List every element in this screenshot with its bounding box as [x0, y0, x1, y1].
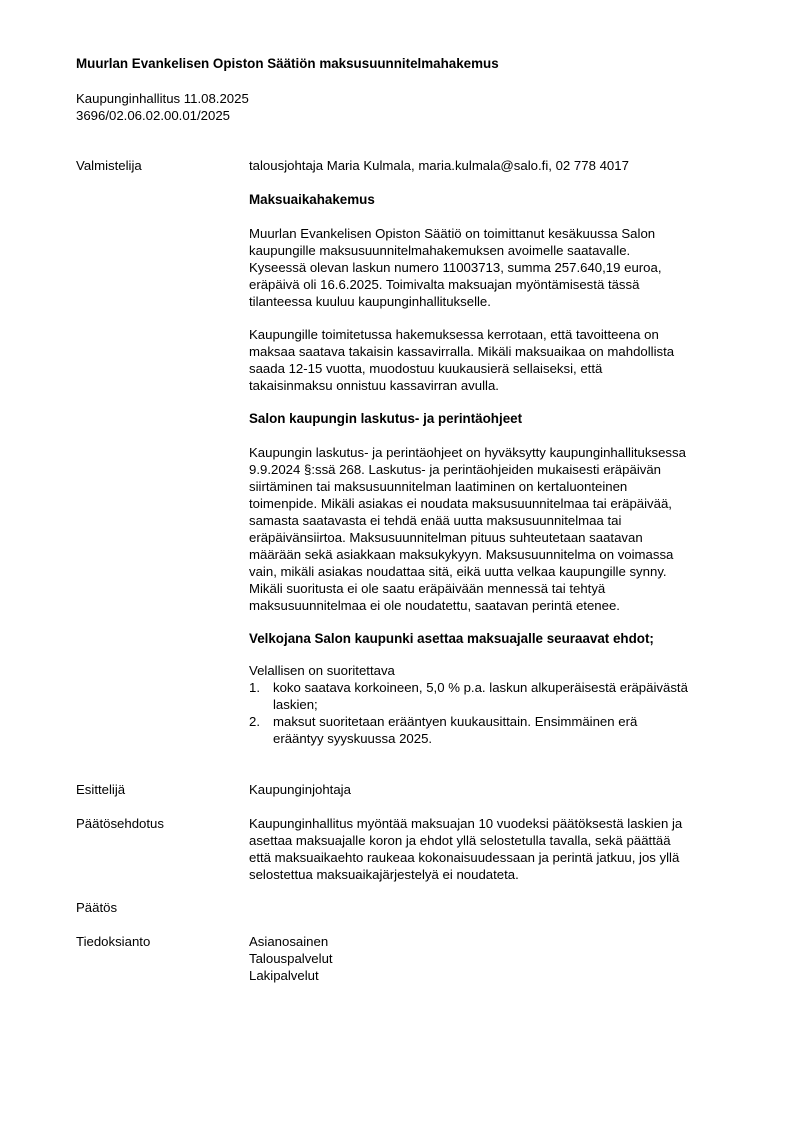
section-perintaohjeet [249, 410, 737, 427]
recipient: Lakipalvelut [249, 968, 319, 983]
presenter-value-block [249, 781, 737, 798]
text-line: asettaa maksuajalle koron ja ehdot yllä selostetulla tavalla, sekä päättää [249, 833, 671, 848]
text-line: maksusuunnitelmaa ei ole noudatettu, saatavan perintä etenee. [249, 598, 620, 613]
text-line: vain, mikäli asiakas noudattaa sitä, eikä uutta velkaa kaupungille synny. [249, 564, 667, 579]
list-line: erääntyy syyskuussa 2025. [273, 731, 433, 746]
text-line: saada 12-15 vuotta, muodostuu kuukausierä sellaiseksi, että [249, 361, 603, 376]
text-line: tilanteessa kuuluu kaupunginhallitukselle. [249, 294, 491, 309]
notification-recipients [249, 933, 737, 984]
text-line: 9.9.2024 §:ssä 268. Laskutus- ja perintäohjeiden mukaisesti eräpäivän [249, 462, 662, 477]
list-number: 2. [249, 714, 260, 729]
notification-label: Tiedoksianto [76, 934, 151, 949]
text-line: Kaupungille toimitetussa hakemuksessa kerrotaan, että tavoitteena on [249, 327, 659, 342]
section2-paragraph [249, 444, 737, 614]
text-line: eräpäivänsiirtoa. Maksusuunnitelman pituus suhteutetaan saatavan [249, 530, 643, 545]
preparer-label: Valmistelija [76, 158, 142, 173]
recipient: Talouspalvelut [249, 951, 333, 966]
text-line: eräpäivä oli 16.6.2025. Toimivalta maksuajan myöntämisestä tässä [249, 277, 640, 292]
text-line: Kaupungin laskutus- ja perintäohjeet on hyväksytty kaupunginhallituksessa [249, 445, 686, 460]
meeting-line: Kaupunginhallitus 11.08.2025 [76, 91, 249, 106]
section1-paragraph-2 [249, 326, 737, 394]
text-line: Kyseessä olevan laskun numero 11003713, summa 257.640,19 euroa, [249, 260, 662, 275]
list-item [249, 713, 737, 747]
section-heading: Velkojana Salon kaupunki asettaa maksuajalle seuraavat ehdot; [249, 631, 654, 646]
decision-label: Päätös [76, 900, 118, 915]
list-line: laskien; [273, 697, 318, 712]
recipient: Asianosainen [249, 934, 329, 949]
list-item [249, 679, 737, 713]
text-line: siirtäminen tai maksusuunnitelman laatiminen on kertaluonteinen [249, 479, 628, 494]
text-line: toimenpide. Mikäli asiakas ei noudata maksusuunnitelmaa tai eräpäivää, [249, 496, 672, 511]
text-line: määrään sekä asiakkaan maksukykyyn. Maksusuunnitelma on voimassa [249, 547, 674, 562]
section-ehdot [249, 630, 737, 647]
preparer-value-block [249, 157, 737, 174]
list-number: 1. [249, 680, 260, 695]
list-line: koko saatava korkoineen, 5,0 % p.a. laskun alkuperäisestä eräpäivästä [273, 680, 688, 695]
text-line: takaisinmaksu onnistuu kassavirran avulla. [249, 378, 499, 393]
document-title: Muurlan Evankelisen Opiston Säätiön maksusuunnitelmahakemus [76, 56, 499, 71]
section1-paragraph-1 [249, 225, 737, 310]
text-line: että maksuaikaehto raukeaa kokonaisuudessaan ja perintä jatkuu, jos yllä [249, 850, 680, 865]
section-maksuaikahakemus [249, 191, 737, 208]
text-line: Muurlan Evankelisen Opiston Säätiö on toimittanut kesäkuussa Salon [249, 226, 656, 241]
text-line: kaupungille maksusuunnitelmahakemuksen avoimelle saatavalle. [249, 243, 631, 258]
text-line: maksaa saatava takaisin kassavirralla. Mikäli maksuaikaa on mahdollista [249, 344, 675, 359]
text-line: selostettua maksuaikajärjestelyä ei noudateta. [249, 867, 519, 882]
text-line: samasta saatavasta ei tehdä enää uutta maksusuunnitelmaa tai [249, 513, 622, 528]
section-heading: Salon kaupungin laskutus- ja perintäohjeet [249, 411, 523, 426]
conditions-block [249, 662, 737, 747]
record-number: 3696/02.06.02.00.01/2025 [76, 108, 231, 123]
section-heading: Maksuaikahakemus [249, 192, 375, 207]
text-line: Mikäli suoritusta ei ole saatu eräpäivään mennessä tai tehtyä [249, 581, 606, 596]
presenter-label: Esittelijä [76, 782, 126, 797]
text-line: Kaupunginhallitus myöntää maksuajan 10 vuodeksi päätöksestä laskien ja [249, 816, 683, 831]
proposal-label: Päätösehdotus [76, 816, 164, 831]
conditions-list [249, 679, 737, 747]
list-line: maksut suoritetaan erääntyen kuukausittain. Ensimmäinen erä [273, 714, 638, 729]
presenter-value: Kaupunginjohtaja [249, 782, 351, 797]
conditions-intro: Velallisen on suoritettava [249, 663, 395, 678]
proposal-text [249, 815, 737, 883]
preparer-value: talousjohtaja Maria Kulmala, maria.kulmala@salo.fi, 02 778 4017 [249, 158, 629, 173]
